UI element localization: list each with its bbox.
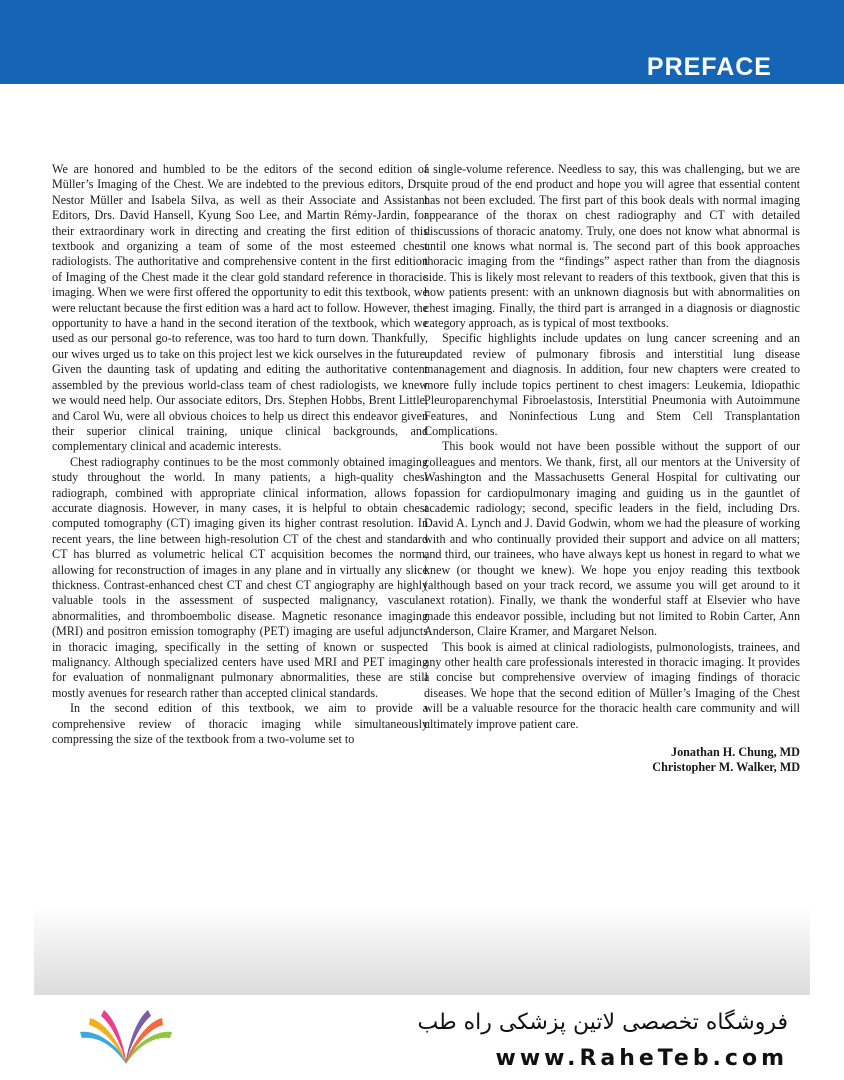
- store-name: فروشگاه تخصصی لاتین پزشکی راه طب: [417, 1010, 788, 1035]
- paragraph: a single-volume reference. Needless to say, this was challenging, but we are quite proud of the end product and hope you will agree that essential content has not been excluded. The first part of this book deals with normal imaging appearance of the thorax on chest radiography and CT with detailed discussions of thoracic anatomy. Truly, one does not know what abnormal is until one knows what normal is. The second part of this book approaches thoracic imaging from the “findings” aspect rather than from the diagnosis side. This is likely most relevant to readers of this textbook, given that this is how patients present: with an unknown diagnosis but with abnormalities on chest imaging. Finally, the third part is arranged in a diagnosis or diagnostic category approach, as is typical of most textbooks.: [424, 162, 800, 331]
- paragraph: In the second edition of this textbook, we aim to provide a comprehensive review of thoracic imaging while simultaneously compressing the size of the textbook from a two-volume set to: [52, 701, 428, 747]
- signature-editor-1: Jonathan H. Chung, MD: [670, 745, 800, 760]
- paragraph: Specific highlights include updates on lung cancer screening and an updated review of pulmonary fibrosis and interstitial lung disease management and diagnosis. In addition, four new chapters were created to more fully include topics pertinent to chest imagers: Leukemia, Idiopathic Pleuroparenchymal Fibroelastosis, Interstitial Pneumonia with Autoimmune Features, and Noninfectious Lung and Stem Cell Transplantation Complications.: [424, 331, 800, 438]
- left-column: [52, 162, 428, 747]
- signature-editor-2: Christopher M. Walker, MD: [652, 760, 800, 775]
- paragraph: Chest radiography continues to be the most commonly obtained imaging study throughout the world. In many patients, a high-quality chest radiograph, combined with appropriate clinical information, allows for accurate diagnosis. However, in many cases, it is helpful to obtain chest computed tomography (CT) imaging given its higher contrast resolution. In recent years, the line between high-resolution CT of the chest and standard CT has blurred as volumetric helical CT acquisition becomes the norm, allowing for reconstruction of images in any plane and in virtually any slice thickness. Contrast-enhanced chest CT and chest CT angiography are highly valuable tools in the assessment of suspected malignancy, vascular abnormalities, and thromboembolic disease. Magnetic resonance imaging (MRI) and positron emission tomography (PET) imaging are useful adjuncts in thoracic imaging, specifically in the setting of known or suspected malignancy. Although specialized centers have used MRI and PET imaging for evaluation of nonmalignant pulmonary abnormalities, these are still mostly avenues for research rather than accepted clinical standards.: [52, 454, 428, 700]
- page-title: PREFACE: [646, 53, 772, 81]
- paragraph: This book is aimed at clinical radiologists, pulmonologists, trainees, and any other health care professionals interested in thoracic imaging. It provides a concise but comprehensive overview of imaging findings of thoracic diseases. We hope that the second edition of Müller’s Imaging of the Chest will be a valuable resource for the thoracic health care community and will ultimately improve patient care.: [424, 639, 800, 731]
- paragraph: This book would not have been possible without the support of our colleagues and mentors. We thank, first, all our mentors at the University of Washington and the Massachusetts General Hospital for cultivating our passion for cardiopulmonary imaging and guiding us in the gauntlet of academic radiology; second, specific leaders in the field, including Drs. David A. Lynch and J. David Godwin, whom we had the pleasure of working with and who continually provided their support and advice on all matters; and third, our trainees, who have always kept us honest in regard to what we knew (or thought we knew). We hope you enjoy reading this textbook (although based on your track record, we assume you will get around to it next rotation). Finally, we thank the wonderful staff at Elsevier who have made this endeavor possible, including but not limited to Robin Carter, Ann Anderson, Claire Kramer, and Margaret Nelson.: [424, 439, 800, 639]
- paragraph: We are honored and humbled to be the editors of the second edition of Müller’s Imaging of the Chest. We are indebted to the previous editors, Drs. Nestor Müller and Isabela Silva, as well as their Associate and Assistant Editors, Drs. David Hansell, Kyung Soo Lee, and Martin Rémy-Jardin, for their extraordinary work in directing and creating the first edition of this textbook and organizing a team of some of the most esteemed chest radiologists. The authoritative and comprehensive content in the first edition of Imaging of the Chest made it the clear gold standard reference in thoracic imaging. When we were first offered the opportunity to edit this textbook, we were reluctant because the first edition was a hard act to follow. However, the opportunity to have a hand in the second iteration of the textbook, which we used as our personal go-to reference, was too hard to turn down. Thankfully, our wives urged us to take on this project lest we kick ourselves in the future. Given the daunting task of updating and editing the authoritative content assembled by the previous world-class team of chest radiologists, we knew we would need help. Our associate editors, Drs. Stephen Hobbs, Brent Little, and Carol Wu, were all obvious choices to help us direct this endeavor given their superior clinical training, unique clinical backgrounds, and complementary clinical and academic interests.: [52, 162, 428, 454]
- right-column: [424, 162, 800, 776]
- signatures: [424, 745, 800, 776]
- store-url[interactable]: www.RaheTeb.com: [495, 1046, 788, 1071]
- page-bottom-shadow: [34, 905, 810, 995]
- open-book-logo-icon: [78, 1008, 174, 1066]
